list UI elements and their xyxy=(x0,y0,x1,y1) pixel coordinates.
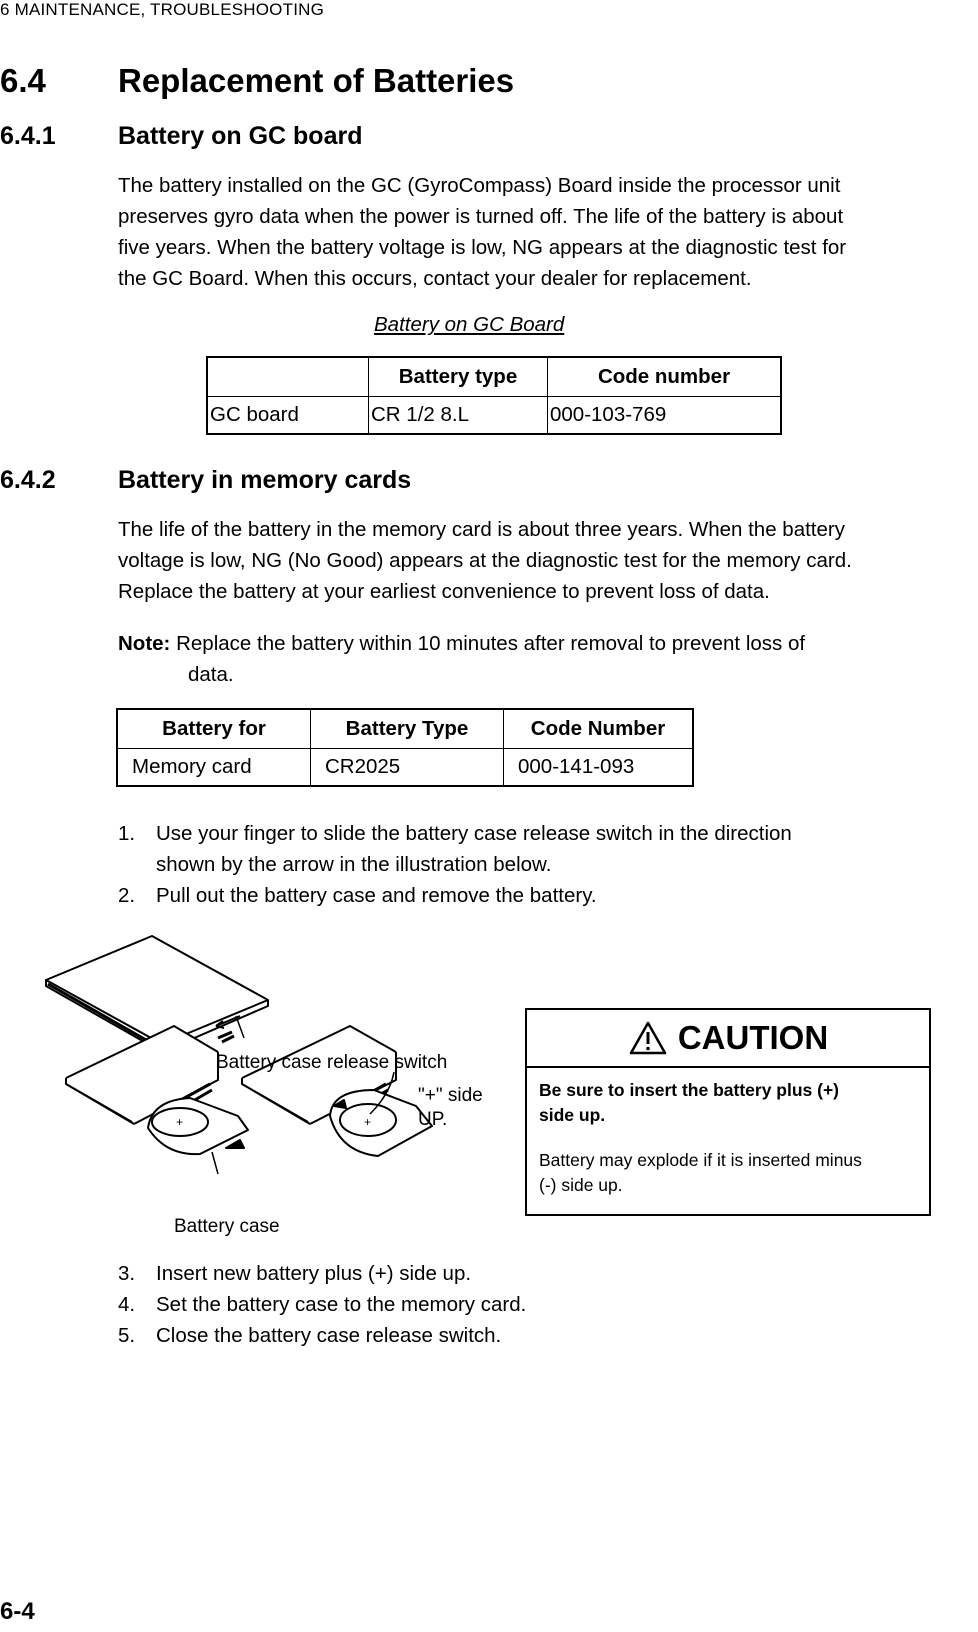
table-cell: 000-141-093 xyxy=(504,749,694,787)
svg-text:+: + xyxy=(176,1115,184,1129)
text-line: the GC Board. When this occurs, contact your dealer for replacement. xyxy=(118,267,752,290)
table-cell: CR2025 xyxy=(311,749,504,787)
step-number: 4. xyxy=(118,1293,136,1316)
svg-text:+: + xyxy=(364,1115,372,1129)
table-header-row xyxy=(117,709,693,749)
label-line: UP. xyxy=(418,1109,448,1130)
running-header: 6 MAINTENANCE, TROUBLESHOOTING xyxy=(0,0,325,19)
subsection-title: Battery in memory cards xyxy=(118,466,412,494)
text-line: The life of the battery in the memory card is about three years. When the battery xyxy=(118,518,845,541)
table-cell: Memory card xyxy=(117,749,311,787)
steps-list-a xyxy=(118,818,792,911)
note-text: Replace the battery within 10 minutes after removal to prevent loss of xyxy=(170,632,806,655)
table-header-cell: Code Number xyxy=(504,709,694,749)
note-label: Note: xyxy=(118,632,171,655)
page-number: 6-4 xyxy=(0,1598,35,1625)
note-line: data. xyxy=(188,663,234,686)
subsection-heading-641 xyxy=(0,122,362,151)
warning-triangle-icon xyxy=(628,1020,668,1056)
note-line xyxy=(118,628,978,659)
text-line: Replace the battery at your earliest convenience to prevent loss of data. xyxy=(118,580,770,603)
caution-title: CAUTION xyxy=(677,1019,829,1056)
text-line: voltage is low, NG (No Good) appears at the diagnostic test for the memory card. xyxy=(118,549,852,572)
caution-line: Battery may explode if it is inserted minus xyxy=(539,1150,862,1170)
step-number: 3. xyxy=(118,1262,136,1285)
memory-card-battery-table xyxy=(116,708,694,787)
subsection-heading-642 xyxy=(0,466,411,495)
table-row xyxy=(207,397,781,435)
gc-battery-table xyxy=(206,356,782,435)
label-battery-case: Battery case xyxy=(174,1216,280,1237)
caution-box xyxy=(525,1008,931,1216)
text-line: The battery installed on the GC (GyroCompass) Board inside the processor unit xyxy=(118,174,841,197)
memory-card-illustration xyxy=(40,930,510,1220)
list-item xyxy=(118,1258,526,1289)
text-line: five years. When the battery voltage is low, NG appears at the diagnostic test for xyxy=(118,236,847,259)
subsection-number: 6.4.2 xyxy=(0,466,56,494)
list-item xyxy=(118,880,792,911)
note xyxy=(118,628,978,690)
label-release-switch: Battery case release switch xyxy=(216,1052,448,1073)
subsection-title: Battery on GC board xyxy=(118,122,363,150)
list-item xyxy=(118,1320,526,1351)
text-line: preserves gyro data when the power is turned off. The life of the battery is about xyxy=(118,205,844,228)
table-header-cell xyxy=(207,357,369,397)
step-text: Close the battery case release switch. xyxy=(156,1324,502,1347)
caution-line: side up. xyxy=(539,1105,606,1125)
caution-body xyxy=(527,1068,929,1208)
subsection-number: 6.4.1 xyxy=(0,122,56,150)
table-caption: Battery on GC Board xyxy=(374,313,565,336)
step-text: Pull out the battery case and remove the battery. xyxy=(156,884,597,907)
label-line: "+" side xyxy=(418,1085,483,1106)
table-header-cell: Code number xyxy=(548,357,782,397)
list-item xyxy=(118,1289,526,1320)
table-header-row xyxy=(207,357,781,397)
gc-board-paragraph xyxy=(118,170,978,294)
step-number: 5. xyxy=(118,1324,136,1347)
table-cell: 000-103-769 xyxy=(548,397,782,435)
step-text: Insert new battery plus (+) side up. xyxy=(156,1262,472,1285)
caution-header xyxy=(527,1010,929,1068)
table-header-cell: Battery Type xyxy=(311,709,504,749)
caution-text xyxy=(539,1148,917,1198)
caution-emphasis xyxy=(539,1078,917,1128)
step-number: 1. xyxy=(118,822,136,845)
table-cell: CR 1/2 8.L xyxy=(369,397,548,435)
caution-line: (-) side up. xyxy=(539,1175,623,1195)
caution-line: Be sure to insert the battery plus (+) xyxy=(539,1080,839,1100)
list-item xyxy=(118,818,792,849)
step-number: 2. xyxy=(118,884,136,907)
step-text: Set the battery case to the memory card. xyxy=(156,1293,527,1316)
step-text: Use your finger to slide the battery case release switch in the direction xyxy=(156,822,792,845)
label-plus-side xyxy=(418,1084,483,1132)
table-header-cell: Battery for xyxy=(117,709,311,749)
table-header-cell: Battery type xyxy=(369,357,548,397)
steps-list-b xyxy=(118,1258,526,1351)
step-text-continuation: shown by the arrow in the illustration below. xyxy=(156,853,552,876)
section-heading xyxy=(0,62,514,100)
table-row xyxy=(117,749,693,787)
section-number: 6.4 xyxy=(0,62,46,99)
table-cell: GC board xyxy=(207,397,369,435)
section-title: Replacement of Batteries xyxy=(118,62,515,99)
memory-card-paragraph xyxy=(118,514,978,607)
